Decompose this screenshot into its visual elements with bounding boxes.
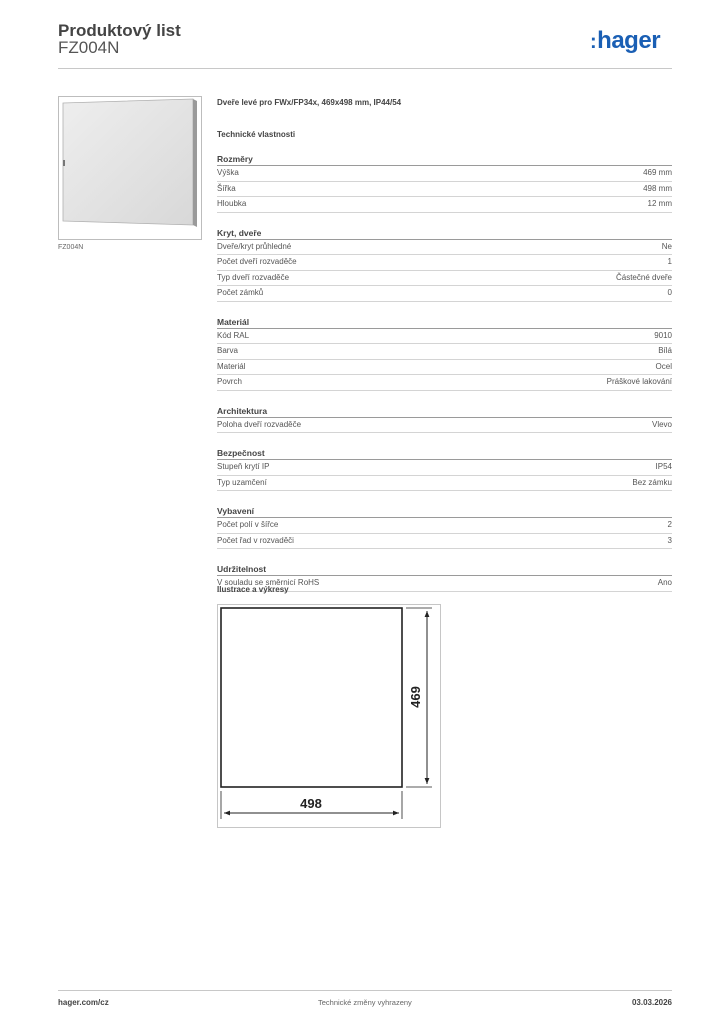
spec-label: Počet řad v rozvaděči bbox=[217, 535, 294, 545]
spec-value: Bílá bbox=[658, 346, 672, 355]
footer-notice: Technické změny vyhrazeny bbox=[318, 998, 412, 1007]
spec-label: Materiál bbox=[217, 361, 246, 371]
spec-label: Počet dveří rozvaděče bbox=[217, 257, 297, 266]
spec-content bbox=[217, 96, 672, 592]
spec-value: Ne bbox=[661, 241, 672, 251]
spec-value: Částečné dveře bbox=[615, 272, 672, 282]
door-panel-illustration bbox=[59, 97, 201, 239]
spec-value: 12 mm bbox=[647, 199, 672, 208]
spec-value: 0 bbox=[667, 288, 672, 297]
spec-label: V souladu se směrnicí RoHS bbox=[217, 578, 320, 587]
illustrations-heading: Ilustrace a výkresy bbox=[217, 585, 289, 594]
spec-label: Poloha dveří rozvaděče bbox=[217, 419, 302, 429]
spec-row bbox=[217, 197, 672, 213]
spec-label: Stupeň krytí IP bbox=[217, 462, 270, 471]
product-description: Dveře levé pro FWx/FP34x, 469x498 mm, IP44/54 bbox=[217, 98, 402, 107]
spec-value: Ocel bbox=[655, 361, 672, 371]
spec-value: Vlevo bbox=[651, 419, 672, 429]
spec-label: Dveře/kryt průhledné bbox=[217, 241, 292, 251]
spec-group-title: Architektura bbox=[217, 405, 672, 418]
spec-row bbox=[217, 534, 672, 550]
spec-row bbox=[217, 518, 672, 534]
spec-label: Typ dveří rozvaděče bbox=[217, 272, 290, 282]
footer-divider bbox=[58, 990, 672, 991]
spec-group bbox=[217, 405, 672, 434]
spec-group-title: Kryt, dveře bbox=[217, 227, 672, 240]
spec-row bbox=[217, 271, 672, 287]
footer-website-link[interactable]: hager.com/cz bbox=[58, 998, 109, 1007]
hager-logo bbox=[590, 27, 660, 55]
technical-properties-heading: Technické vlastnosti bbox=[217, 130, 296, 139]
spec-value: 9010 bbox=[654, 330, 672, 340]
spec-group-title: Rozměry bbox=[217, 153, 672, 166]
spec-group-title: Udržitelnost bbox=[217, 563, 672, 576]
spec-row bbox=[217, 418, 672, 434]
spec-value: IP54 bbox=[655, 462, 672, 471]
technical-drawing bbox=[217, 604, 441, 828]
height-dimension-label: 469 bbox=[408, 686, 423, 708]
spec-group-title: Bezpečnost bbox=[217, 447, 672, 460]
spec-value: 1 bbox=[667, 257, 672, 266]
spec-label: Barva bbox=[217, 346, 238, 355]
spec-value: Bez zámku bbox=[632, 477, 672, 487]
header-divider bbox=[58, 68, 672, 69]
spec-row bbox=[217, 240, 672, 256]
door-outline bbox=[221, 608, 402, 787]
spec-row bbox=[217, 166, 672, 182]
spec-value: Ano bbox=[657, 578, 672, 587]
spec-row bbox=[217, 255, 672, 271]
spec-label: Kód RAL bbox=[217, 330, 250, 340]
spec-row bbox=[217, 460, 672, 476]
spec-group bbox=[217, 153, 672, 213]
spec-group bbox=[217, 505, 672, 549]
spec-row bbox=[217, 286, 672, 302]
spec-group bbox=[217, 227, 672, 302]
spec-row bbox=[217, 476, 672, 492]
spec-row bbox=[217, 329, 672, 345]
spec-value: 2 bbox=[667, 520, 672, 529]
logo-colon-mark: : bbox=[590, 31, 597, 53]
spec-row bbox=[217, 375, 672, 391]
spec-label: Typ uzamčení bbox=[217, 477, 267, 487]
product-image bbox=[58, 96, 202, 240]
footer-date: 03.03.2026 bbox=[631, 998, 672, 1007]
spec-group-title: Materiál bbox=[217, 316, 672, 329]
width-dimension-label: 498 bbox=[300, 796, 322, 811]
spec-group-title: Vybavení bbox=[217, 505, 672, 518]
spec-value: 469 mm bbox=[643, 168, 672, 177]
spec-row bbox=[217, 182, 672, 198]
spec-label: Výška bbox=[217, 168, 239, 177]
dimension-drawing bbox=[218, 605, 440, 827]
spec-label: Počet zámků bbox=[217, 288, 264, 297]
spec-row bbox=[217, 360, 672, 376]
spec-label: Šířka bbox=[217, 183, 236, 193]
spec-label: Povrch bbox=[217, 377, 242, 386]
spec-groups bbox=[217, 153, 672, 592]
spec-group bbox=[217, 316, 672, 391]
logo-text: hager bbox=[597, 27, 661, 54]
spec-value: 498 mm bbox=[643, 183, 672, 193]
spec-label: Hloubka bbox=[217, 199, 247, 208]
spec-value: Práškové lakování bbox=[606, 377, 672, 386]
spec-label: Počet polí v šířce bbox=[217, 520, 279, 529]
spec-group bbox=[217, 447, 672, 491]
product-image-caption: FZ004N bbox=[58, 244, 84, 251]
spec-row bbox=[217, 344, 672, 360]
product-code: FZ004N bbox=[58, 38, 120, 57]
spec-value: 3 bbox=[667, 535, 672, 545]
header-title: Produktový list bbox=[58, 21, 181, 40]
